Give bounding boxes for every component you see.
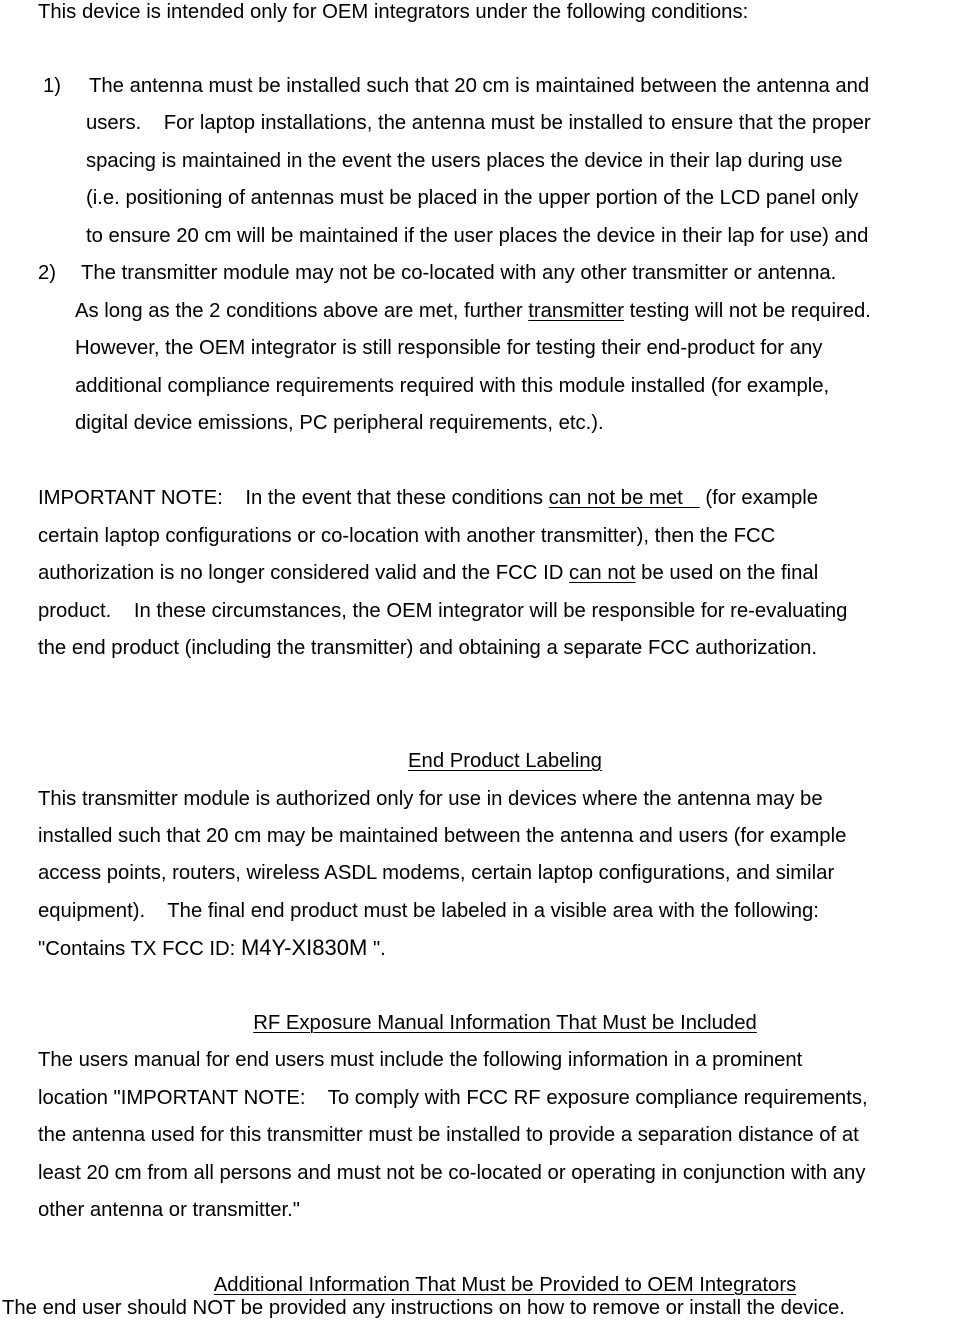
conditions-met-line: digital device emissions, PC peripheral requirements, etc.). [75,412,604,434]
condition-1-line: spacing is maintained in the event the users places the device in their lap during use [86,150,843,172]
transmitter-underlined-text: transmitter [528,300,625,322]
can-not-underlined-text: can not [569,562,636,584]
condition-2-number: 2) [38,262,57,284]
condition-1-line: users. For laptop installations, the antenna must be installed to ensure that the proper [86,112,871,134]
important-note-line: certain laptop configurations or co-location with another transmitter), then the FCC [38,525,776,547]
end-product-labeling-heading: End Product Labeling [408,750,602,772]
conditions-met-line-1: As long as the 2 conditions above are met, further transmitter testing will not be required. [75,300,871,322]
conditions-met-line: However, the OEM integrator is still responsible for testing their end-product for any [75,337,823,359]
intro-text: This device is intended only for OEM integrators under the following conditions: [38,1,749,23]
fcc-id-value: M4Y-XI830M [240,935,368,960]
additional-info-text: The end user should NOT be provided any instructions on how to remove or install the device. [2,1297,845,1319]
labeling-line: access points, routers, wireless ASDL modems, certain laptop configurations, and similar [38,862,835,884]
rf-exposure-line: other antenna or transmitter." [38,1199,300,1221]
rf-exposure-line: least 20 cm from all persons and must not be co-located or operating in conjunction with any [38,1162,866,1184]
condition-1-line: to ensure 20 cm will be maintained if the user places the device in their lap for use) and [86,225,869,247]
important-note-line: the end product (including the transmitter) and obtaining a separate FCC authorization. [38,637,818,659]
additional-info-heading: Additional Information That Must be Provided to OEM Integrators [213,1274,797,1296]
condition-1-number: 1) [43,75,62,97]
condition-1-line: The antenna must be installed such that 20 cm is maintained between the antenna and [89,75,870,97]
rf-exposure-line: the antenna used for this transmitter must be installed to provide a separation distance of at [38,1124,859,1146]
important-note-line-1: IMPORTANT NOTE: In the event that these conditions can not be met (for example [38,487,819,509]
can-not-be-met-underlined-text: can not be met [548,487,700,509]
condition-2-text: The transmitter module may not be co-located with any other transmitter or antenna. [81,262,837,284]
labeling-line: equipment). The final end product must be labeled in a visible area with the following: [38,900,819,922]
rf-exposure-line: The users manual for end users must include the following information in a prominent [38,1049,803,1071]
rf-exposure-line: location "IMPORTANT NOTE: To comply with FCC RF exposure compliance requirements, [38,1087,868,1109]
fcc-id-label-line: "Contains TX FCC ID: M4Y-XI830M ". [38,935,386,960]
labeling-line: installed such that 20 cm may be maintained between the antenna and users (for example [38,825,847,847]
condition-1-line: (i.e. positioning of antennas must be placed in the upper portion of the LCD panel only [86,187,859,209]
important-note-line-3: authorization is no longer considered valid and the FCC ID can not be used on the final [38,562,819,584]
labeling-line: This transmitter module is authorized only for use in devices where the antenna may be [38,788,823,810]
important-note-line: product. In these circumstances, the OEM integrator will be responsible for re-evaluating [38,600,848,622]
rf-exposure-heading: RF Exposure Manual Information That Must be Included [253,1012,757,1034]
conditions-met-line: additional compliance requirements required with this module installed (for example, [75,375,830,397]
